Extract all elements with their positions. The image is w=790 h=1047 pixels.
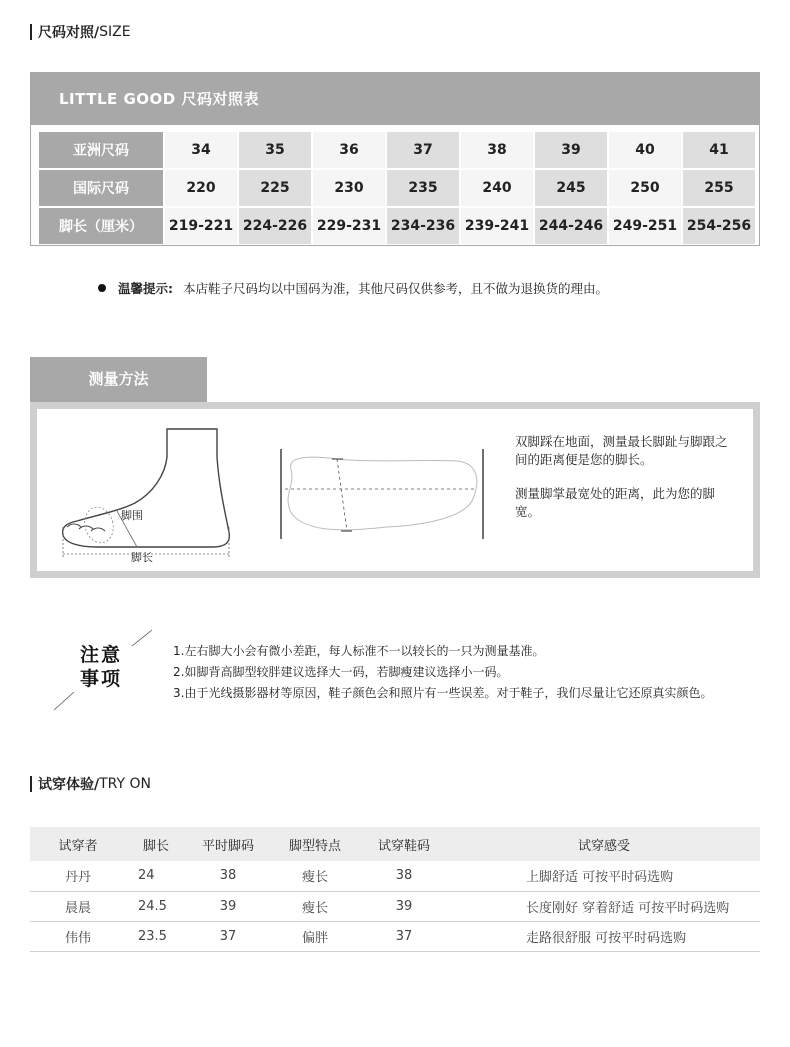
size-chart xyxy=(30,72,760,246)
table-row xyxy=(30,921,760,951)
size-cell: 39 xyxy=(535,132,607,168)
measure-inner xyxy=(37,409,753,571)
title-bar xyxy=(30,776,32,792)
size-cell: 240 xyxy=(461,170,533,206)
title-bar xyxy=(30,24,32,40)
foot-side-icon xyxy=(57,427,257,562)
notes-title-line1: 注意 xyxy=(80,644,123,666)
size-cell: 40 xyxy=(609,132,681,168)
note-item: 1.左右脚大小会有微小差距，每人标准不一以较长的一只为测量基准。 xyxy=(173,644,545,658)
tryon-title-en: TRY ON xyxy=(99,776,152,792)
size-cell: 219-221 xyxy=(165,208,237,244)
size-cell: 230 xyxy=(313,170,385,206)
size-section-title xyxy=(30,24,131,40)
size-cell: 225 xyxy=(239,170,311,206)
size-cell: 239-241 xyxy=(461,208,533,244)
size-cell: 249-251 xyxy=(609,208,681,244)
size-cell: 235 xyxy=(387,170,459,206)
table-cell: 长度刚好 穿着舒适 可按平时码选购 xyxy=(448,891,760,921)
tryon-title-zh: 试穿体验/ xyxy=(38,777,100,793)
foot-girth-label: 脚围 xyxy=(121,509,143,522)
table-cell: 偏胖 xyxy=(270,921,360,951)
column-header: 脚型特点 xyxy=(270,827,360,861)
measure-panel xyxy=(30,402,760,578)
tryon-header-row xyxy=(30,827,760,861)
note-item: 3.由于光线摄影器材等原因，鞋子颜色会和照片有一些误差。对于鞋子，我们尽量让它还原真实颜色。 xyxy=(173,686,713,700)
table-cell: 23.5 xyxy=(126,921,186,951)
size-cell: 245 xyxy=(535,170,607,206)
size-cell: 234-236 xyxy=(387,208,459,244)
tryon-section-title xyxy=(30,776,151,792)
notes-title xyxy=(80,643,122,691)
notes-list xyxy=(173,641,712,704)
size-row-international xyxy=(39,170,755,206)
column-header: 平时脚码 xyxy=(186,827,270,861)
measure-title: 测量方法 xyxy=(30,357,207,402)
tip xyxy=(98,279,608,297)
size-cell: 34 xyxy=(165,132,237,168)
column-header: 试穿者 xyxy=(30,827,126,861)
table-cell: 瘦长 xyxy=(270,861,360,891)
size-row-foot-length xyxy=(39,208,755,244)
table-cell: 晨晨 xyxy=(30,891,126,921)
size-title-en: SIZE xyxy=(99,24,131,40)
size-cell: 244-246 xyxy=(535,208,607,244)
tip-text: 本店鞋子尺码均以中国码为准，其他尺码仅供参考，且不做为退换货的理由。 xyxy=(183,281,609,296)
size-cell: 38 xyxy=(461,132,533,168)
table-cell: 丹丹 xyxy=(30,861,126,891)
size-cell: 35 xyxy=(239,132,311,168)
column-header: 试穿感受 xyxy=(448,827,760,861)
table-cell: 上脚舒适 可按平时码选购 xyxy=(448,861,760,891)
bullet-icon xyxy=(98,284,106,292)
table-cell: 38 xyxy=(186,861,270,891)
size-cell: 229-231 xyxy=(313,208,385,244)
row-header: 亚洲尺码 xyxy=(39,132,163,168)
table-cell: 39 xyxy=(186,891,270,921)
size-cell: 36 xyxy=(313,132,385,168)
size-row-asia xyxy=(39,132,755,168)
row-header: 脚长（厘米） xyxy=(39,208,163,244)
table-cell: 37 xyxy=(186,921,270,951)
note-item: 2.如脚背高脚型较胖建议选择大一码，若脚瘦建议选择小一码。 xyxy=(173,665,509,679)
size-cell: 254-256 xyxy=(683,208,755,244)
size-cell: 220 xyxy=(165,170,237,206)
table-cell: 24.5 xyxy=(126,891,186,921)
size-table xyxy=(37,130,757,246)
column-header: 试穿鞋码 xyxy=(360,827,448,861)
tip-label: 温馨提示: xyxy=(118,281,173,296)
table-cell: 24 xyxy=(126,861,186,891)
measure-text-length: 双脚踩在地面，测量最长脚趾与脚跟之间的距离便是您的脚长。 xyxy=(515,434,728,467)
size-cell: 41 xyxy=(683,132,755,168)
tryon-table xyxy=(30,827,760,952)
row-header: 国际尺码 xyxy=(39,170,163,206)
foot-top-icon xyxy=(277,449,497,549)
measure-text-width: 测量脚掌最宽处的距离，此为您的脚宽。 xyxy=(515,486,716,519)
size-cell: 250 xyxy=(609,170,681,206)
table-cell: 瘦长 xyxy=(270,891,360,921)
size-cell: 255 xyxy=(683,170,755,206)
size-cell: 224-226 xyxy=(239,208,311,244)
notes-title-line2: 事项 xyxy=(80,668,123,690)
column-header: 脚长 xyxy=(126,827,186,861)
table-cell: 39 xyxy=(360,891,448,921)
table-cell: 伟伟 xyxy=(30,921,126,951)
size-chart-banner: LITTLE GOOD 尺码对照表 xyxy=(31,73,759,125)
table-row xyxy=(30,891,760,921)
table-row xyxy=(30,861,760,891)
foot-length-label: 脚长 xyxy=(131,551,153,562)
size-title-zh: 尺码对照/ xyxy=(38,25,100,41)
table-cell: 38 xyxy=(360,861,448,891)
size-cell: 37 xyxy=(387,132,459,168)
table-cell: 37 xyxy=(360,921,448,951)
table-cell: 走路很舒服 可按平时码选购 xyxy=(448,921,760,951)
